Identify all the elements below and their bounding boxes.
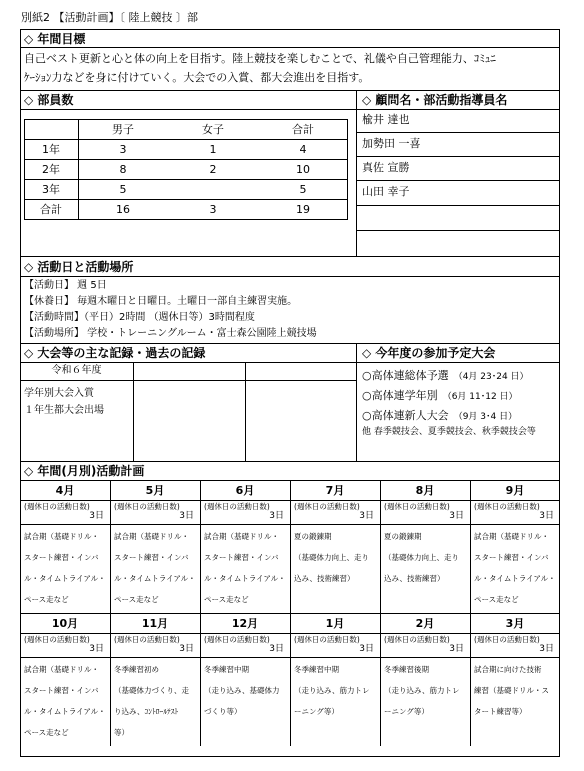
month-plan-line: ル・タイムトライアル・ [24, 574, 106, 583]
days-value: 3日 [539, 511, 554, 521]
divider [356, 343, 357, 461]
grid-rule [290, 480, 291, 613]
month-plan-line: ル・タイムトライアル・ [204, 574, 286, 583]
month-plan-line: ペース走など [114, 595, 159, 604]
month-plan-line: （基礎体力向上、走り [294, 553, 369, 562]
records-year: 令和６年度 [51, 365, 102, 376]
grid-rule [470, 480, 471, 613]
month-plan-line: 等） [114, 728, 129, 737]
month-plan-line: ペース走など [24, 595, 69, 604]
advisor-name: 真佐 宣勝 [362, 161, 410, 174]
month-header: 2月 [415, 617, 435, 630]
planned-item [362, 386, 518, 402]
grid-rule [290, 613, 291, 746]
days-value: 3日 [89, 644, 104, 654]
planned-item [362, 366, 529, 382]
planned-item [362, 406, 517, 422]
divider [20, 256, 560, 257]
days-label: (週休日の活動日数) [114, 502, 180, 511]
table-rule [24, 199, 348, 200]
grid-rule [110, 480, 111, 613]
activity-days: 【活動日】 週 5日 [24, 280, 107, 291]
divider [133, 362, 134, 461]
table-rule [24, 179, 348, 180]
month-header: 9月 [505, 484, 525, 497]
divider [356, 156, 560, 157]
goal-heading: ◇ 年間目標 [24, 32, 86, 46]
planned-heading: ◇ 今年度の参加予定大会 [362, 346, 496, 360]
divider [20, 47, 560, 48]
month-header: 5月 [145, 484, 165, 497]
days-label: (週休日の活動日数) [24, 635, 90, 644]
row-label: 3年 [42, 183, 60, 196]
month-plan-line: 冬季練習中期 [204, 665, 249, 674]
days-value: 3日 [449, 644, 464, 654]
competition-date: （9月 3･4 日） [453, 412, 518, 422]
col-header-girls: 女子 [202, 123, 224, 136]
divider [20, 109, 560, 110]
month-plan-line: ル・タイムトライアル・ [474, 574, 556, 583]
grid-rule [200, 613, 201, 746]
table-rule [24, 139, 348, 140]
advisor-name: 楡井 達也 [362, 113, 410, 126]
month-plan-line: タート練習等） [474, 707, 527, 716]
advisor-name: 山田 幸子 [362, 185, 410, 198]
divider [20, 276, 560, 277]
month-header: 7月 [325, 484, 345, 497]
month-header: 8月 [415, 484, 435, 497]
total-count: 19 [296, 203, 310, 216]
divider [356, 132, 560, 133]
days-value: 3日 [179, 644, 194, 654]
month-header: 6月 [235, 484, 255, 497]
month-plan-line: スタート練習・インバ [24, 686, 99, 695]
month-plan-line: 冬季練習初め [114, 665, 159, 674]
month-plan-line: ペース走など [24, 728, 69, 737]
month-plan-line: （走り込み、筋力トレ [294, 686, 370, 695]
divider [20, 461, 560, 462]
record-item: １年生都大会出場 [24, 405, 104, 416]
month-plan-line: 試合期（基礎ドリル・ [24, 665, 99, 674]
days-label: (週休日の活動日数) [204, 635, 270, 644]
month-plan-line: づくり等） [204, 707, 242, 716]
month-plan-line: ーニング等） [294, 707, 339, 716]
days-value: 3日 [89, 511, 104, 521]
days-value: 3日 [449, 511, 464, 521]
total-count: 10 [296, 163, 310, 176]
days-label: (週休日の活動日数) [204, 502, 270, 511]
month-plan-line: （基礎体力づくり、走 [114, 686, 189, 695]
month-header: 12月 [231, 617, 259, 630]
divider [20, 362, 560, 363]
month-plan-line: 試合期（基礎ドリル・ [474, 532, 549, 541]
days-label: (週休日の活動日数) [474, 502, 540, 511]
competition-date: （4月 23･24 日） [453, 372, 529, 382]
month-plan-line: 試合期（基礎ドリル・ [24, 532, 99, 541]
row-label: 2年 [42, 163, 60, 176]
other-competitions: 他 春季競技会、夏季競技会、秋季競技会等 [362, 427, 536, 437]
divider [356, 180, 560, 181]
month-header: 11月 [141, 617, 169, 630]
month-header: 1月 [325, 617, 345, 630]
month-plan-line: 夏の鍛錬期 [294, 532, 332, 541]
members-heading: ◇ 部員数 [24, 93, 74, 107]
month-plan-line: 込み、技術練習） [294, 574, 355, 583]
divider [20, 380, 356, 381]
table-rule [24, 159, 348, 160]
days-label: (週休日の活動日数) [114, 635, 180, 644]
days-value: 3日 [539, 644, 554, 654]
girls-count: 2 [209, 163, 217, 176]
month-plan-line: スタート練習・インバ [24, 553, 99, 562]
month-plan-line: 込み、技術練習） [384, 574, 445, 583]
month-plan-line: スタート練習・インバ [204, 553, 279, 562]
divider [20, 90, 560, 91]
row-label: 合計 [40, 203, 62, 216]
month-plan-line: スタート練習・インバ [114, 553, 189, 562]
girls-count: 1 [209, 143, 217, 156]
competition-date: （6月 11･12 日） [442, 392, 518, 402]
days-label: (週休日の活動日数) [24, 502, 90, 511]
grid-rule [200, 480, 201, 613]
month-header: 3月 [505, 617, 525, 630]
rest-days: 【休養日】 毎週木曜日と日曜日。土曜日一部自主練習実施。 [24, 296, 298, 307]
advisors-heading: ◇ 顧問名・部活動指導員名 [362, 93, 508, 107]
month-plan-line: 冬季練習後期 [384, 665, 429, 674]
boys-count: 8 [119, 163, 127, 176]
days-label: (週休日の活動日数) [294, 502, 360, 511]
month-plan-line: ーニング等） [384, 707, 429, 716]
month-plan-line: （基礎体力向上、走り [384, 553, 459, 562]
competition-name: ○高体連学年別 [362, 389, 438, 402]
month-header: 4月 [55, 484, 75, 497]
col-header-boys: 男子 [112, 123, 134, 136]
col-header-total: 合計 [292, 123, 314, 136]
days-value: 3日 [269, 644, 284, 654]
divider [356, 205, 560, 206]
days-label: (週休日の活動日数) [474, 635, 540, 644]
row-label: 1年 [42, 143, 60, 156]
days-value: 3日 [359, 511, 374, 521]
month-plan-line: ル・タイムトライアル・ [114, 574, 196, 583]
month-plan-line: 冬季練習中期 [294, 665, 339, 674]
total-count: 4 [299, 143, 307, 156]
month-plan-line: り込み、ｺﾝﾄﾛｰﾙﾃｽﾄ [114, 707, 179, 716]
month-header: 10月 [51, 617, 79, 630]
document-title: 別紙2 【活動計画】〔 陸上競技 〕部 [21, 11, 198, 24]
boys-count: 3 [119, 143, 127, 156]
month-plan-line: ペース走など [474, 595, 519, 604]
month-plan-line: （走り込み、基礎体力 [204, 686, 280, 695]
goal-line-2: ｹｰｼｮﾝ力などを身に付けていく。大会での入賞、都大会進出を目指す。 [24, 71, 370, 84]
days-value: 3日 [179, 511, 194, 521]
divider [356, 90, 357, 256]
grid-rule [110, 613, 111, 746]
boys-count: 16 [116, 203, 130, 216]
month-plan-line: 夏の鍛錬期 [384, 532, 422, 541]
advisor-name: 加勢田 一喜 [362, 137, 421, 150]
month-plan-line: 試合期（基礎ドリル・ [114, 532, 189, 541]
grid-rule [380, 480, 381, 613]
goal-line-1: 自己ベスト更新と心と体の向上を目指す。陸上競技を楽しむことで、礼儀や自己管理能力、ｺﾐｭﾆ [24, 52, 496, 65]
competition-name: ○高体連新人大会 [362, 409, 449, 422]
records-heading: ◇ 大会等の主な記録・過去の記録 [24, 346, 206, 360]
girls-count: 3 [209, 203, 217, 216]
month-plan-line: 試合期に向けた技術 [474, 665, 542, 674]
days-label: (週休日の活動日数) [384, 502, 450, 511]
month-plan-line: 試合期（基礎ドリル・ [204, 532, 279, 541]
activity-places: 【活動場所】 学校・トレーニングルーム・富士森公園陸上競技場 [24, 328, 317, 339]
divider [356, 230, 560, 231]
record-item: 学年別大会入賞 [24, 388, 94, 399]
month-plan-line: （走り込み、筋力トレ [384, 686, 460, 695]
divider [245, 362, 246, 461]
divider [20, 343, 560, 344]
month-plan-line: ペース走など [204, 595, 249, 604]
month-plan-line: 練習（基礎ドリル・ス [474, 686, 549, 695]
competition-name: ○高体連総体予選 [362, 369, 449, 382]
activity-hours: 【活動時間】（平日）2時間 （週休日等）3時間程度 [24, 312, 255, 323]
days-value: 3日 [359, 644, 374, 654]
total-count: 5 [299, 183, 307, 196]
grid-rule [380, 613, 381, 746]
activity-heading: ◇ 活動日と活動場所 [24, 260, 134, 274]
monthly-heading: ◇ 年間(月別)活動計画 [24, 464, 145, 478]
boys-count: 5 [119, 183, 127, 196]
grid-rule [470, 613, 471, 746]
month-plan-line: スタート練習・インバ [474, 553, 549, 562]
days-label: (週休日の活動日数) [384, 635, 450, 644]
month-plan-line: ル・タイムトライアル・ [24, 707, 106, 716]
days-value: 3日 [269, 511, 284, 521]
days-label: (週休日の活動日数) [294, 635, 360, 644]
